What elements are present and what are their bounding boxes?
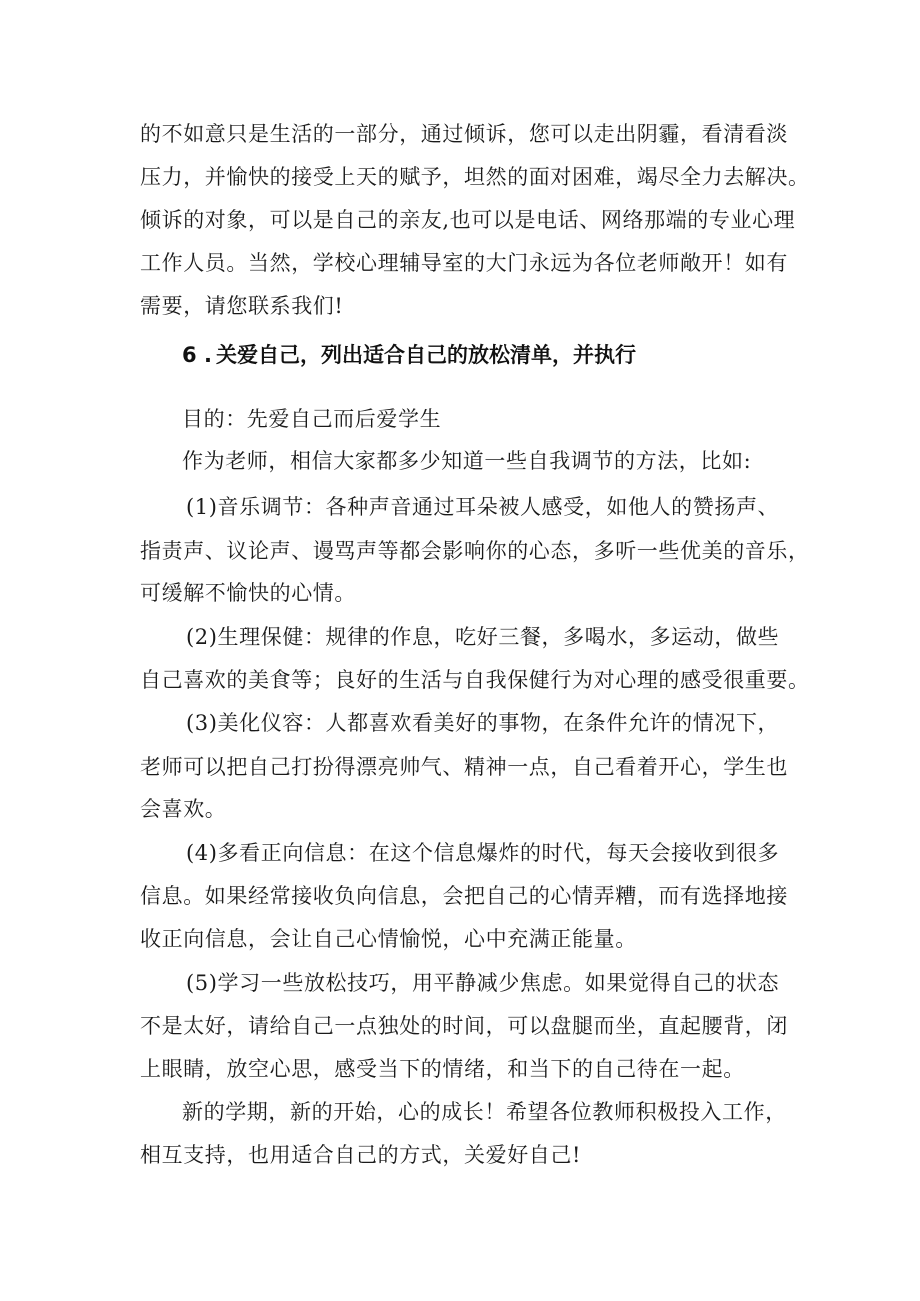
item-5-line: (5)学习一些放松技巧，用平静减少焦虑。如果觉得自己的状态 — [186, 971, 780, 995]
item-1-line: 可缓解不愉快的心情。 — [140, 581, 356, 605]
purpose-line: 目的：先爱自己而后爱学生 — [182, 407, 442, 431]
intro-line: 工作人员。当然，学校心理辅导室的大门永远为各位老师敞开！如有 — [140, 251, 788, 275]
section-heading — [182, 340, 782, 370]
item-2-line: 自己喜欢的美食等；良好的生活与自我保健行为对心理的感受很重要。 — [140, 668, 810, 692]
intro-line: 的不如意只是生活的一部分，通过倾诉，您可以走出阴霾，看清看淡 — [140, 122, 788, 146]
intro-line: 压力，并愉快的接受上天的赋予，坦然的面对困难，竭尽全力去解决。 — [140, 165, 810, 189]
item-3-line: (3)美化仪容：人都喜欢看美好的事物，在条件允许的情况下， — [186, 711, 780, 735]
item-4-line: 收正向信息，会让自己心情愉悦，心中充满正能量。 — [140, 927, 637, 951]
closing-line: 相互支持，也用适合自己的方式，关爱好自己! — [140, 1143, 582, 1167]
item-4-line: (4)多看正向信息：在这个信息爆炸的时代，每天会接收到很多 — [186, 841, 780, 865]
intro-line: 需要，请您联系我们! — [140, 294, 344, 318]
item-3-line: 会喜欢。 — [140, 797, 227, 821]
item-4-line: 信息。如果经常接收负向信息，会把自己的心情弄糟，而有选择地接 — [140, 884, 788, 908]
item-5-line: 上眼睛，放空心思，感受当下的情绪，和当下的自己待在一起。 — [140, 1057, 745, 1081]
item-5-line: 不是太好，请给自己一点独处的时间，可以盘腿而坐，直起腰背，闭 — [140, 1014, 788, 1038]
item-2-line: (2)生理保健：规律的作息，吃好三餐，多喝水，多运动，做些 — [186, 625, 780, 649]
item-3-line: 老师可以把自己打扮得漂亮帅气、精神一点，自己看着开心，学生也 — [140, 755, 788, 779]
intro-line: 倾诉的对象，可以是自己的亲友,也可以是电话、网络那端的专业心理 — [140, 208, 796, 232]
section-number: 6 — [182, 343, 197, 367]
section-separator: . — [204, 343, 212, 367]
item-1-line: (1)音乐调节：各种声音通过耳朵被人感受，如他人的赞扬声、 — [186, 495, 780, 519]
lead-line: 作为老师，相信大家都多少知道一些自我调节的方法，比如: — [182, 449, 752, 473]
item-1-line: 指责声、议论声、谩骂声等都会影响你的心态，多听一些优美的音乐， — [140, 539, 810, 563]
closing-line: 新的学期，新的开始，心的成长！希望各位教师积极投入工作， — [182, 1100, 787, 1124]
section-title: 关爱自己，列出适合自己的放松清单，并执行 — [216, 343, 636, 367]
